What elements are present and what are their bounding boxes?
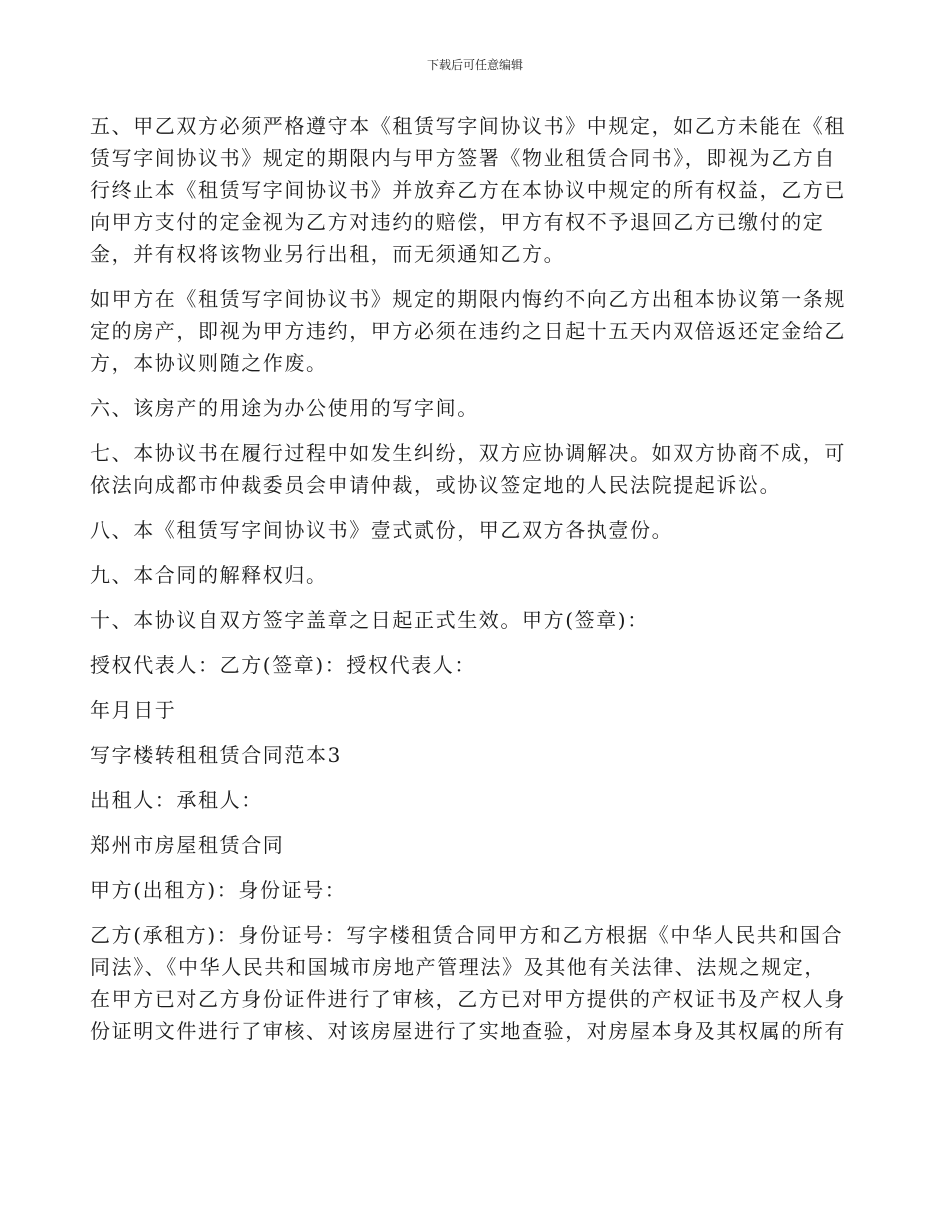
paragraph-date-line <box>90 694 860 726</box>
text-line: 行终止本《租赁写字间协议书》并放弃乙方在本协议中规定的所有权益，乙方已 <box>90 178 846 202</box>
text-line: 定的房产，即视为甲方违约，甲方必须在违约之日起十五天内双倍返还定金给乙 <box>90 319 846 343</box>
sample-title <box>90 739 860 771</box>
text-line: 郑州市房屋租赁合同 <box>90 833 285 857</box>
text-line: 如甲方在《租赁写字间协议书》规定的期限内悔约不向乙方出租本协议第一条规 <box>90 287 846 311</box>
paragraph-parties <box>90 784 860 816</box>
document-body <box>90 110 860 1060</box>
text-line: 赁写字间协议书》规定的期限内与甲方签署《物业租赁合同书》，即视为乙方自 <box>90 146 836 170</box>
text-line: 十、本协议自双方签字盖章之日起正式生效。甲方(签章)： <box>90 608 649 632</box>
text-line: 甲方(出租方)：身份证号： <box>90 878 347 902</box>
text-line: 出租人：承租人： <box>90 788 263 812</box>
text-line: 七、本协议书在履行过程中如发生纠纷，双方应协调解决。如双方协商不成，可 <box>90 441 846 465</box>
paragraph-clause-8 <box>90 514 860 546</box>
paragraph-clause-7 <box>90 437 860 501</box>
paragraph-clause-5-continued <box>90 283 860 379</box>
text-line: 份证明文件进行了审核、对该房屋进行了实地查验，对房屋本身及其权属的所有 <box>90 1019 846 1043</box>
text-line: 在甲方已对乙方身份证件进行了审核，乙方已对甲方提供的产权证书及产权人身 <box>90 987 846 1011</box>
text-line: 写字楼转租租赁合同范本3 <box>90 743 342 767</box>
paragraph-signature-line <box>90 649 860 681</box>
text-line: 授权代表人：乙方(签章)：授权代表人： <box>90 653 477 677</box>
paragraph-clause-5 <box>90 110 860 270</box>
text-line: 方，本协议则随之作废。 <box>90 351 328 375</box>
text-line: 向甲方支付的定金视为乙方对违约的赔偿，甲方有权不予退回乙方已缴付的定 <box>90 210 825 234</box>
paragraph-party-b <box>90 919 860 1047</box>
text-line: 五、甲乙双方必须严格遵守本《租赁写字间协议书》中规定，如乙方未能在《租 <box>90 114 846 138</box>
text-line: 九、本合同的解释权归。 <box>90 563 328 587</box>
text-line: 乙方(承租方)：身份证号：写字楼租赁合同甲方和乙方根据《中华人民共和国合 <box>90 923 844 947</box>
text-line: 年月日于 <box>90 698 177 722</box>
text-line: 八、本《租赁写字间协议书》壹式贰份，甲乙双方各执壹份。 <box>90 518 674 542</box>
page-header: 下载后可任意编辑 <box>426 58 523 72</box>
paragraph-clause-6 <box>90 392 860 424</box>
paragraph-clause-10 <box>90 604 860 636</box>
text-line: 同法》、《中华人民共和国城市房地产管理法》及其他有关法律、法规之规定， <box>90 955 826 979</box>
paragraph-clause-9 <box>90 559 860 591</box>
paragraph-party-a <box>90 874 860 906</box>
text-line: 依法向成都市仲裁委员会申请仲裁，或协议签定地的人民法院提起诉讼。 <box>90 473 782 497</box>
text-line: 六、该房产的用途为办公使用的写字间。 <box>90 396 479 420</box>
text-line: 金，并有权将该物业另行出租，而无须通知乙方。 <box>90 242 566 266</box>
contract-title <box>90 829 860 861</box>
